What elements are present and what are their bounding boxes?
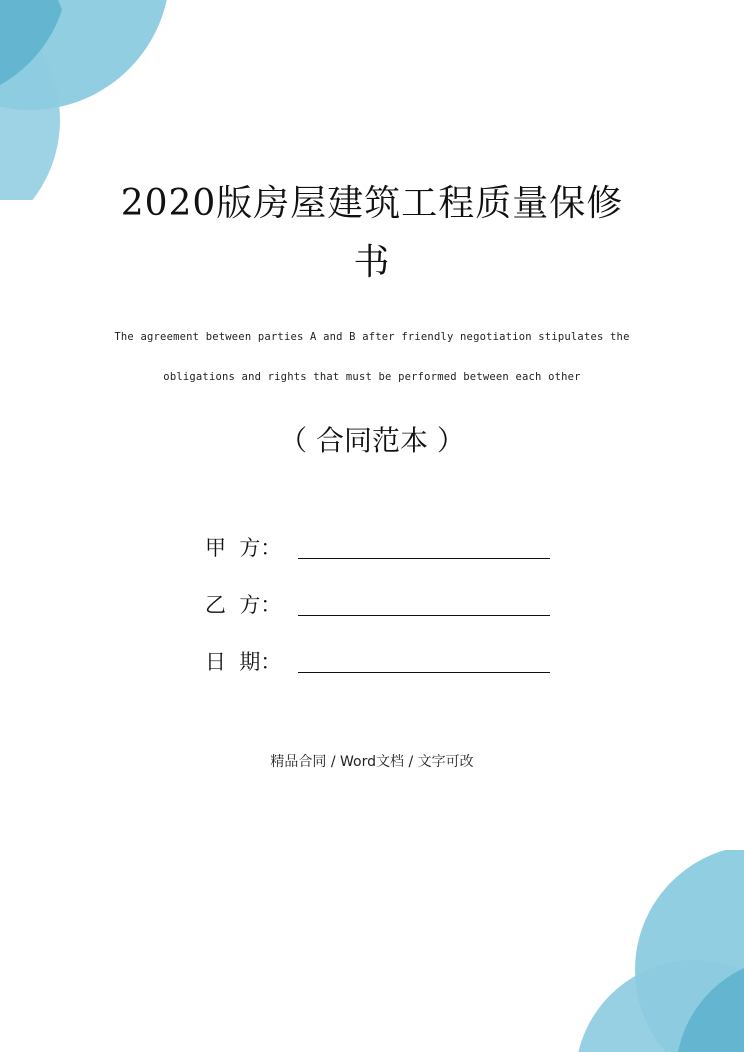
date-blank-line[interactable]: [298, 672, 550, 673]
party-a-label: 甲 方：: [205, 536, 282, 560]
corner-decoration-bottom-right: [560, 850, 744, 1052]
contract-type-heading: （ 合同范本 ）: [279, 424, 465, 457]
english-subtitle-line-1: The agreement between parties A and B after friendly negotiation stipulates the: [114, 331, 630, 343]
date-label: 日 期：: [205, 650, 282, 674]
party-a-field: [205, 536, 550, 564]
party-b-label: 乙 方：: [205, 593, 282, 617]
corner-decoration-top-left: [0, 0, 190, 200]
english-subtitle-line-2: obligations and rights that must be performed between each other: [163, 371, 581, 383]
footer-note: 精品合同 / Word文档 / 文字可改: [270, 754, 474, 770]
party-b-blank-line[interactable]: [298, 615, 550, 616]
date-field: [205, 650, 550, 678]
party-a-blank-line[interactable]: [298, 558, 550, 559]
document-title-line-2: 书: [353, 242, 391, 283]
party-b-field: [205, 593, 550, 621]
document-title-line-1: 2020版房屋建筑工程质量保修: [120, 183, 624, 224]
